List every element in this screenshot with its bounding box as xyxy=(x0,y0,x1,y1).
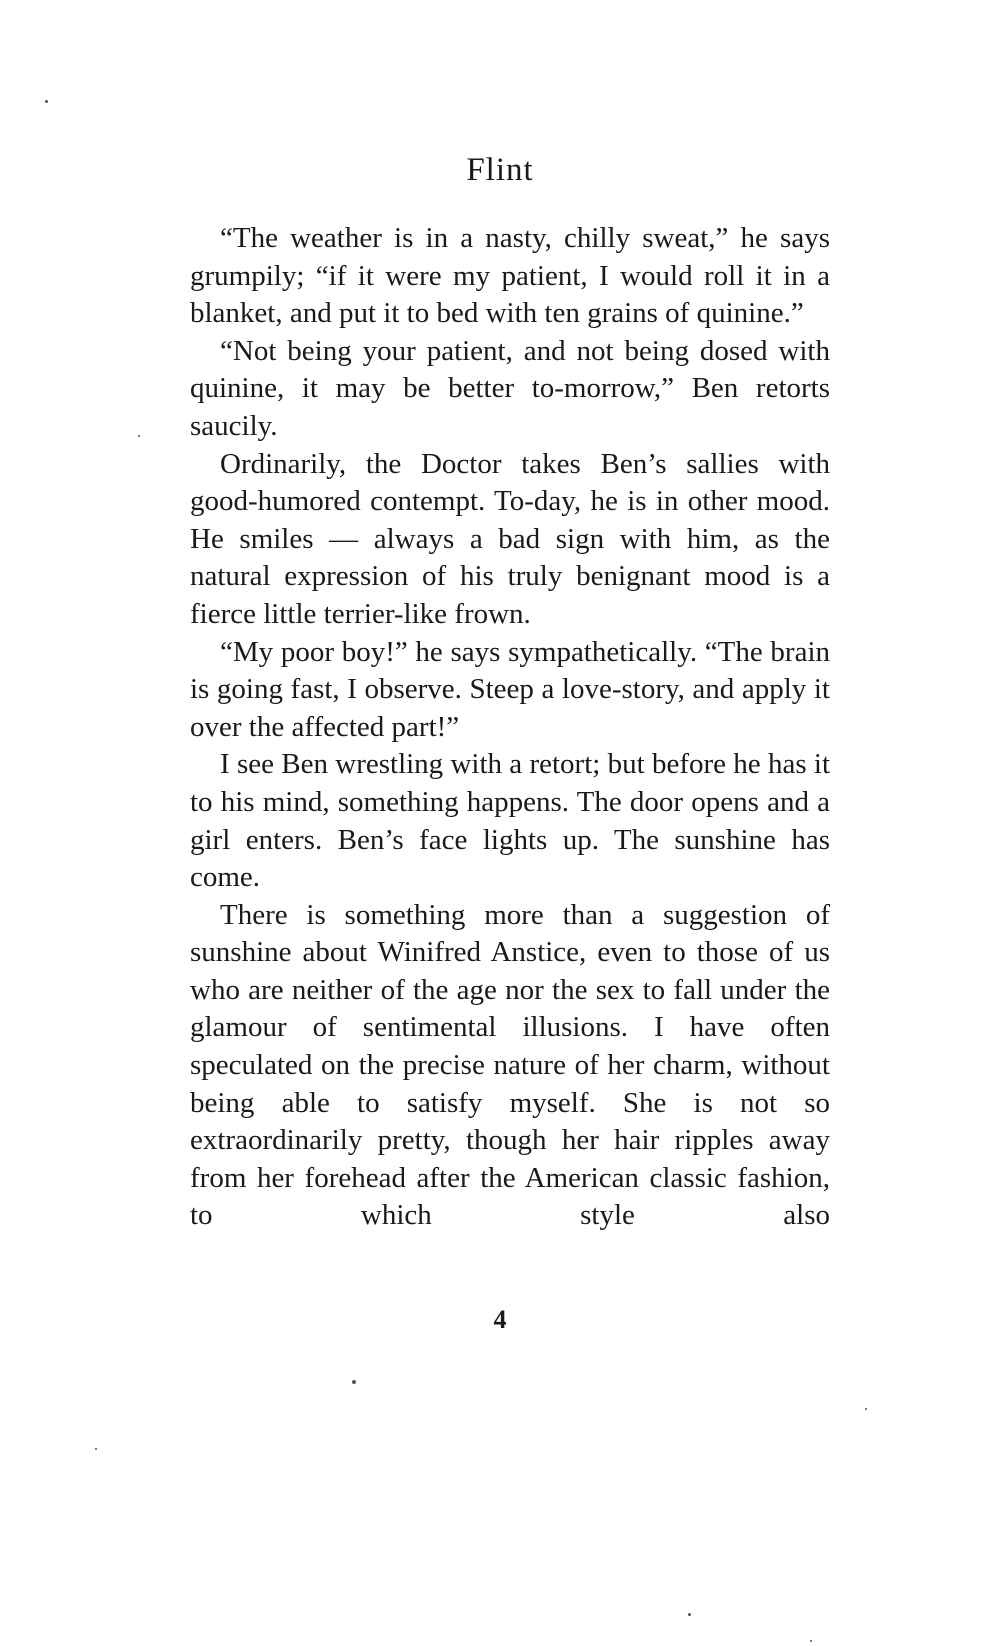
paragraph: There is something more than a suggestion of sunshine about Winifred Anstice, even to those of us who are neither of the age nor the sex to fall under the glamour of sentimental illusions. I have often speculated on the precise nature of her charm, without being able to satisfy myself. She is not so extraordinarily pretty, though her hair ripples away from her forehead after the American classic fashion, to which style also xyxy=(190,898,830,1232)
scan-speck xyxy=(95,1448,97,1450)
paragraph: “Not being your patient, and not being dosed with quinine, it may be better to-morrow,” Ben retorts saucily. xyxy=(190,334,830,442)
scan-speck xyxy=(45,100,48,103)
paragraph: “The weather is in a nasty, chilly sweat,” he says grumpily; “if it were my patient, I would roll it in a blanket, and put it to bed with ten grains of quinine.” xyxy=(190,222,830,330)
running-head: Flint xyxy=(466,152,534,188)
scan-speck xyxy=(138,435,140,437)
scan-speck xyxy=(688,1613,691,1616)
paragraph: I see Ben wrestling with a retort; but before he has it to his mind, something happens. The door opens and a girl enters. Ben’s face lights up. The sunshine has come. xyxy=(190,748,830,894)
scan-speck xyxy=(865,1408,867,1410)
scan-speck xyxy=(352,1380,356,1384)
paragraph: Ordinarily, the Doctor takes Ben’s sallies with good-humored contempt. To-day, he is in other mood. He smiles — always a bad sign with him, as the natural expression of his truly benignant mood is a fierce little terrier-like frown. xyxy=(190,447,830,630)
scan-speck xyxy=(810,1640,812,1642)
body-text xyxy=(190,220,830,1235)
paragraph: “My poor boy!” he says sympathetically. “The brain is going fast, I observe. Steep a love-story, and apply it over the affected part!” xyxy=(190,635,830,743)
page-number: 4 xyxy=(493,1305,507,1334)
